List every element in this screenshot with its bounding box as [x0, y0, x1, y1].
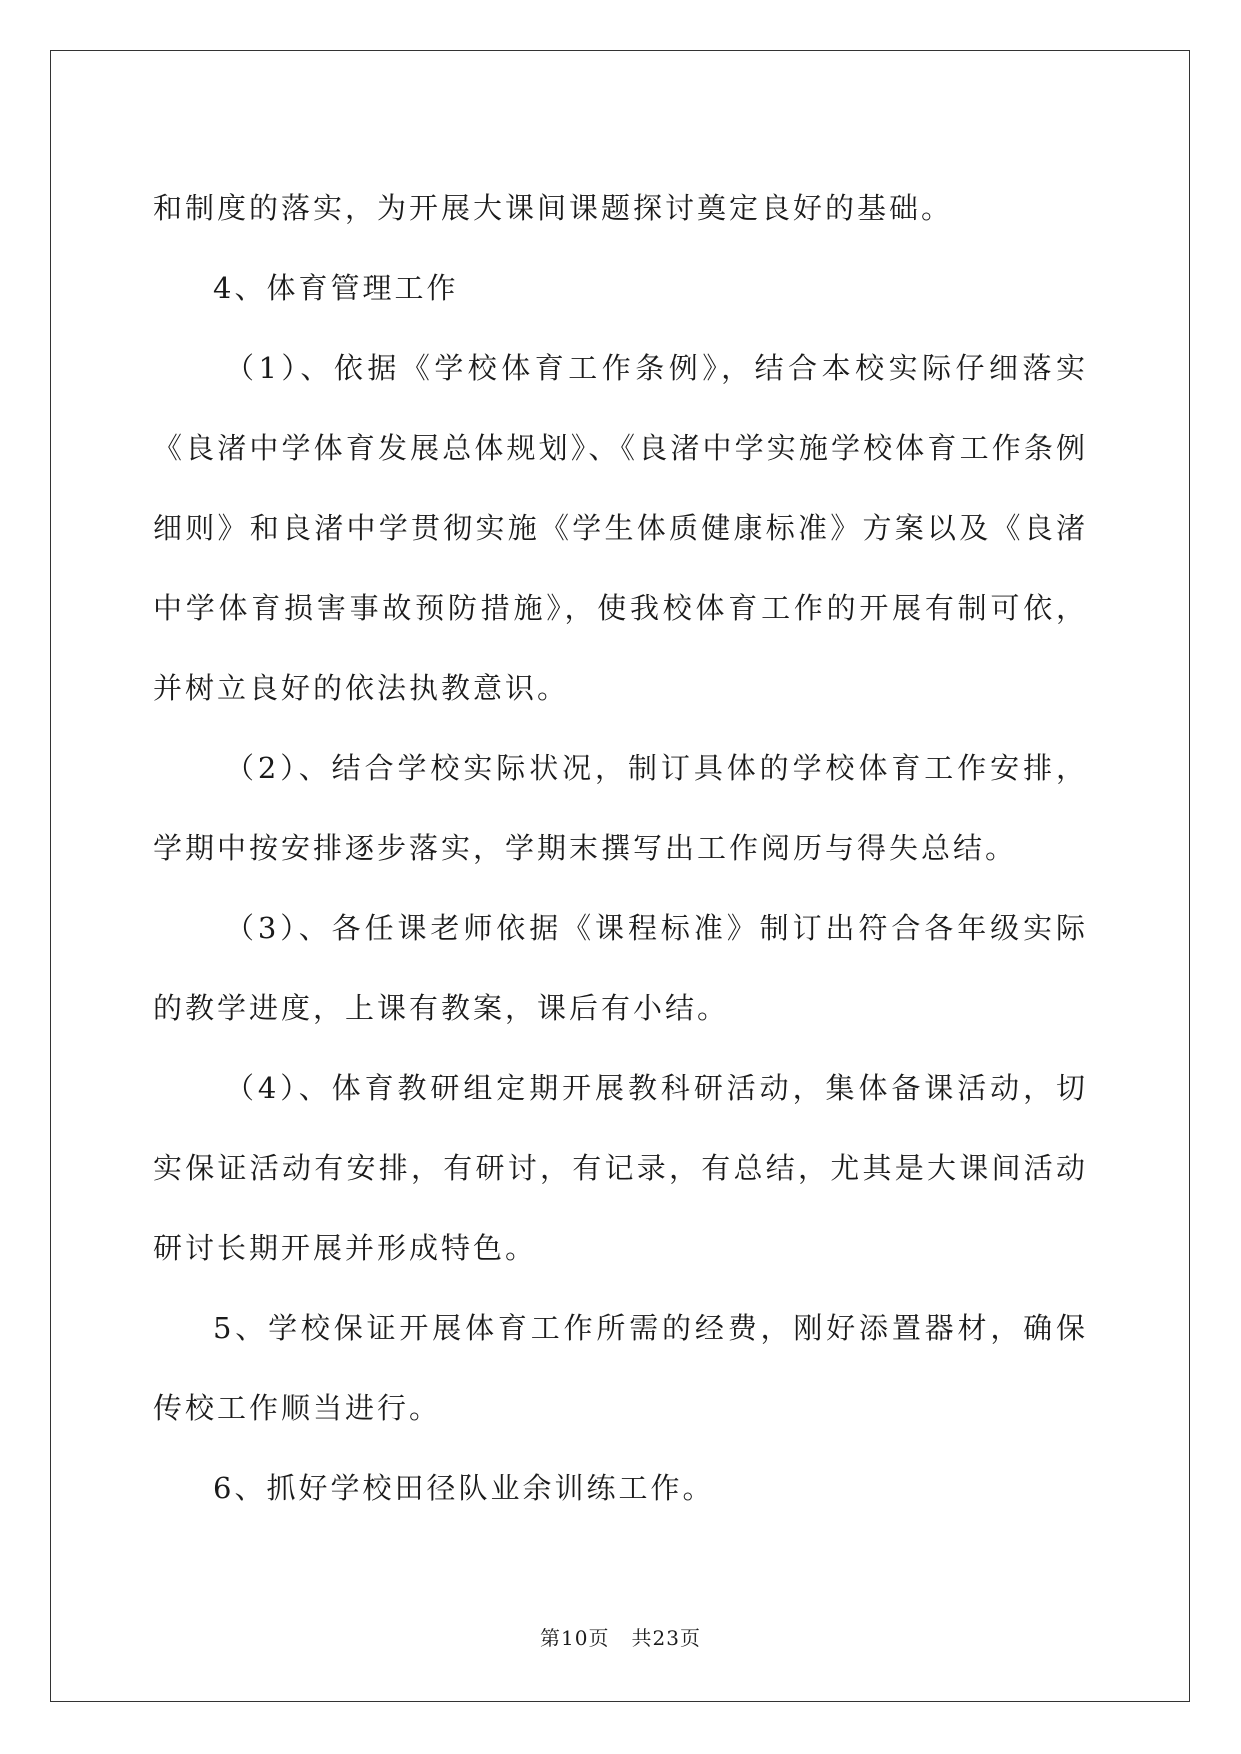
paragraph-item-1: （1）、依据《学校体育工作条例》，结合本校实际仔细落实《良渚中学体育发展总体规划》、《良渚中学实施学校体育工作条例细则》和良渚中学贯彻实施《学生体质健康标准》方案以及《良渚中学体育损害事故预防措施》，使我校体育工作的开展有制可依，并树立良好的依法执教意识。	[153, 351, 1088, 705]
section-heading-sports-management: 4、体育管理工作	[213, 271, 459, 305]
page-footer	[0, 1622, 1241, 1651]
paragraph-point-6: 6、抓好学校田径队业余训练工作。	[213, 1471, 715, 1505]
paragraph-point-5: 5、学校保证开展体育工作所需的经费，刚好添置器材，确保传校工作顺当进行。	[153, 1311, 1088, 1425]
footer-separator	[609, 1626, 631, 1650]
paragraph-item-4: （4）、体育教研组定期开展教科研活动，集体备课活动，切实保证活动有安排，有研讨，有记录，有总结，尤其是大课间活动研讨长期开展并形成特色。	[153, 1071, 1088, 1265]
paragraph-continuation: 和制度的落实，为开展大课间课题探讨奠定良好的基础。	[153, 191, 954, 225]
document-body	[153, 168, 1088, 1528]
paragraph-item-2: （2）、结合学校实际状况，制订具体的学校体育工作安排，学期中按安排逐步落实，学期末撰写出工作阅历与得失总结。	[153, 751, 1088, 865]
paragraph-item-3: （3）、各任课老师依据《课程标准》制订出符合各年级实际的教学进度，上课有教案，课后有小结。	[153, 911, 1088, 1025]
page-number: 第10页	[540, 1626, 610, 1650]
page-total: 共23页	[631, 1626, 701, 1650]
